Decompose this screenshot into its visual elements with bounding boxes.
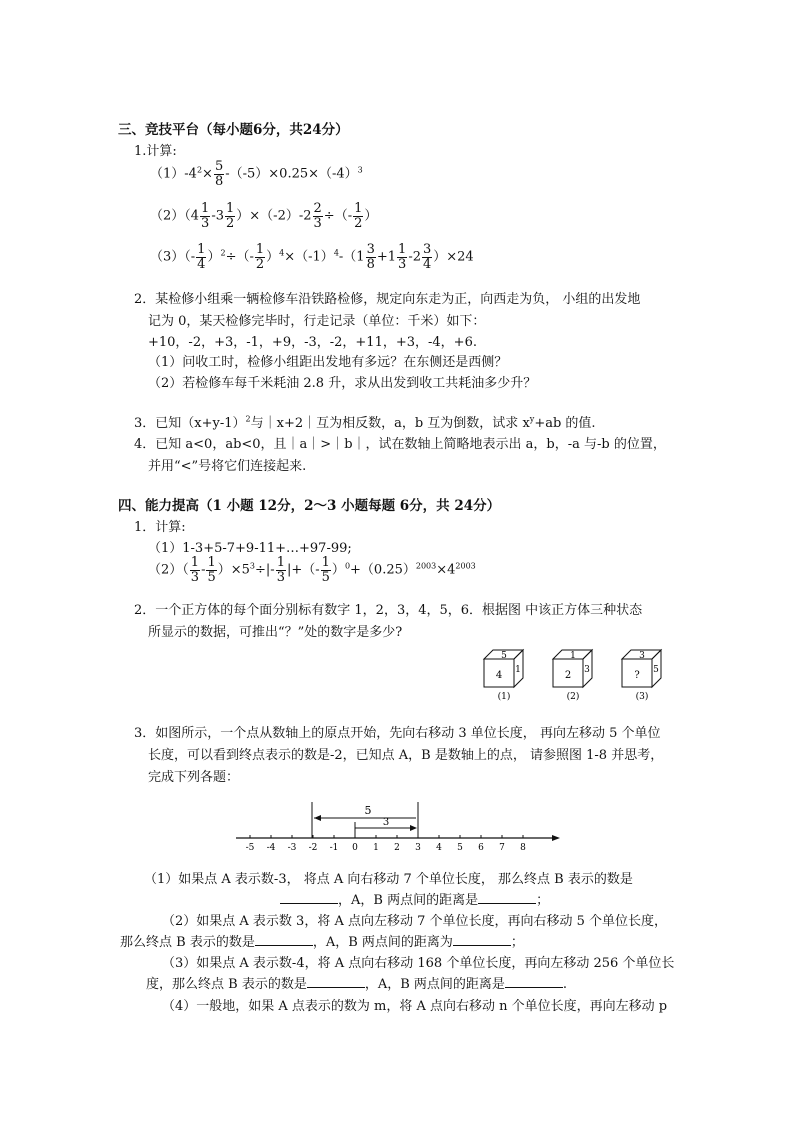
cube-2-top: 1 xyxy=(570,651,576,661)
s4-expr-1: （1）1-3+5-7+9-11+…+97-99; xyxy=(148,541,352,556)
s4-p4-line-1: （4）一般地，如果 A 点表示的数为 m，将 A 点向右移动 n 个单位长度，再向左移动 p xyxy=(162,999,668,1014)
s4-p3-line-2: 度，那么终点 B 表示的数是 ，A，B 两点间的距离是 . xyxy=(146,977,568,992)
answer-blank[interactable] xyxy=(280,891,338,904)
s4-p2-line-2: 那么终点 B 表示的数是 ，A，B 两点间的距离为 ； xyxy=(120,935,524,950)
cube-2-front: 2 xyxy=(564,670,572,681)
s3-q2-line-3: +10，-2，+3，-1，+9，-3，-2，+11，+3，-4，+6. xyxy=(148,335,477,350)
cube-3-front: ? xyxy=(634,670,640,681)
tick-label: -2 xyxy=(308,843,318,853)
s4-p2-line-1: （2）如果点 A 表示数 3，将 A 点向左移动 7 个单位长度，再向右移动 5 个单位长度， xyxy=(162,914,668,929)
section-4-title: 四、能力提高（1 小题 12分，2～3 小题每题 6分，共 24分） xyxy=(118,498,501,514)
cube-1 xyxy=(484,650,523,702)
tick-label: 7 xyxy=(499,843,505,853)
cube-2-side: 3 xyxy=(584,665,590,675)
answer-blank[interactable] xyxy=(307,975,365,988)
tick-label: 0 xyxy=(352,843,358,853)
s4-q1-label: 1．计算: xyxy=(134,520,186,535)
s4-q3-line-1: 3．如图所示，一个点从数轴上的原点开始，先向右移动 3 单位长度， 再向左移动 5 个单位 xyxy=(134,726,661,741)
number-line xyxy=(230,798,560,854)
cube-3-caption: (3) xyxy=(635,692,649,702)
answer-blank[interactable] xyxy=(478,891,536,904)
cube-3-side: 5 xyxy=(653,665,659,675)
tick-label: -5 xyxy=(245,843,255,853)
tick-label: 6 xyxy=(478,843,484,853)
s3-q3: 3．已知$(x+y-1)^2$与｜x+2｜互为相反数，a，b 互为倒数，试求 $x^y+ab$ 的值. xyxy=(134,414,596,431)
s3-q4-line-2: 并用“<”号将它们连接起来. xyxy=(148,459,307,474)
cube-1-caption: (1) xyxy=(497,692,511,702)
section-3-title: 三、竞技平台（每小题6分，共24分） xyxy=(118,122,349,138)
s4-expr-2: （2）（ $\frac{1}{3}$ - $\frac{1}{5}$ ）$\times 5^3\div|-$ $\frac{1}{3}$ |+（- $\frac{1}{5}$ ）$^0+(0.25)^{2003}\times 4^{2003}$ xyxy=(148,555,476,585)
tick-label: -4 xyxy=(266,843,276,853)
tick-label: 4 xyxy=(436,843,442,853)
cube-3-top: 3 xyxy=(639,651,645,661)
s4-p1-line-1: （1）如果点 A 表示数-3， 将点 A 向右移动 7 个单位长度， 那么终点 B 表示的数是 xyxy=(144,872,633,887)
s3-expr-1: $(1)-4^2\times$ $\frac{5}{8}$ $-(-5)\times 0.25\times(-4)^3$ xyxy=(150,159,363,189)
s4-q3-line-2: 长度，可以看到终点表示的数是-2，已知点 A，B 是数轴上的点， 请参照图 1-8 并思考， xyxy=(148,748,664,763)
cube-2 xyxy=(553,650,592,702)
arrow-small-label: 3 xyxy=(382,817,390,828)
s3-q1-label: 1.计算: xyxy=(134,144,177,159)
s3-expr-3: （3）（- $\frac{1}{4}$ ）$^2$÷（- $\frac{1}{2}$ ）$^4\times(-1)^4-(1$ $\frac{3}{8}$ +1 $\frac{1}{3}$ -2 $\frac{3}{4}$ ）×24 xyxy=(150,242,474,272)
cube-2-caption: (2) xyxy=(566,692,580,702)
arrow-big-label: 5 xyxy=(364,804,372,817)
tick-label: 1 xyxy=(373,843,379,853)
s3-q2-line-2: 记为 0，某天检修完毕时，行走记录（单位：千米）如下： xyxy=(148,314,486,329)
cube-1-front: 4 xyxy=(495,670,503,681)
s3-q2-line-1: 2．某检修小组乘一辆检修车沿铁路检修，规定向东走为正，向西走为负， 小组的出发地 xyxy=(134,292,641,307)
s3-q4-line-1: 4．已知 a<0，ab<0，且｜a｜>｜b｜，试在数轴上简略地表示出 a，b，-a 与-b 的位置， xyxy=(134,437,666,452)
cube-3 xyxy=(622,650,661,702)
answer-blank[interactable] xyxy=(255,933,313,946)
answer-blank[interactable] xyxy=(505,975,563,988)
s4-q2-line-2: 所显示的数据，可推出“？”处的数字是多少? xyxy=(148,625,403,640)
cube-1-top: 5 xyxy=(501,651,507,661)
s4-q3-line-3: 完成下列各题： xyxy=(148,770,240,785)
tick-label: 5 xyxy=(457,843,463,853)
s3-q2-sub-2: （2）若检修车每千米耗油 2.8 升，求从出发到收工共耗油多少升？ xyxy=(148,376,537,391)
s4-q2-line-1: 2．一个正方体的每个面分别标有数字 1，2，3，4，5，6．根据图 中该正方体三种状态 xyxy=(134,603,643,618)
cube-figures xyxy=(478,645,688,703)
tick-label: 3 xyxy=(415,843,421,853)
s3-q2-sub-1: （1）问收工时，检修小组距出发地有多远？在东侧还是西侧？ xyxy=(148,355,508,370)
s4-p1-line-2: ，A，B 两点间的距离是 ； xyxy=(280,889,549,908)
tick-label: -1 xyxy=(329,843,339,853)
tick-label: -3 xyxy=(287,843,297,853)
answer-blank[interactable] xyxy=(453,933,511,946)
tick-label: 8 xyxy=(520,843,526,853)
s3-expr-2: （2）（4 $\frac{1}{3}$ -3 $\frac{1}{2}$ ）×（-2）-2 $\frac{2}{3}$ ÷（- $\frac{1}{2}$ ） xyxy=(150,201,378,231)
cube-1-side: 1 xyxy=(515,665,521,675)
s4-p3-line-1: （3）如果点 A 表示数-4，将 A 点向右移动 168 个单位长度，再向左移动 256 个单位长 xyxy=(162,956,675,971)
tick-label: 2 xyxy=(394,843,400,853)
